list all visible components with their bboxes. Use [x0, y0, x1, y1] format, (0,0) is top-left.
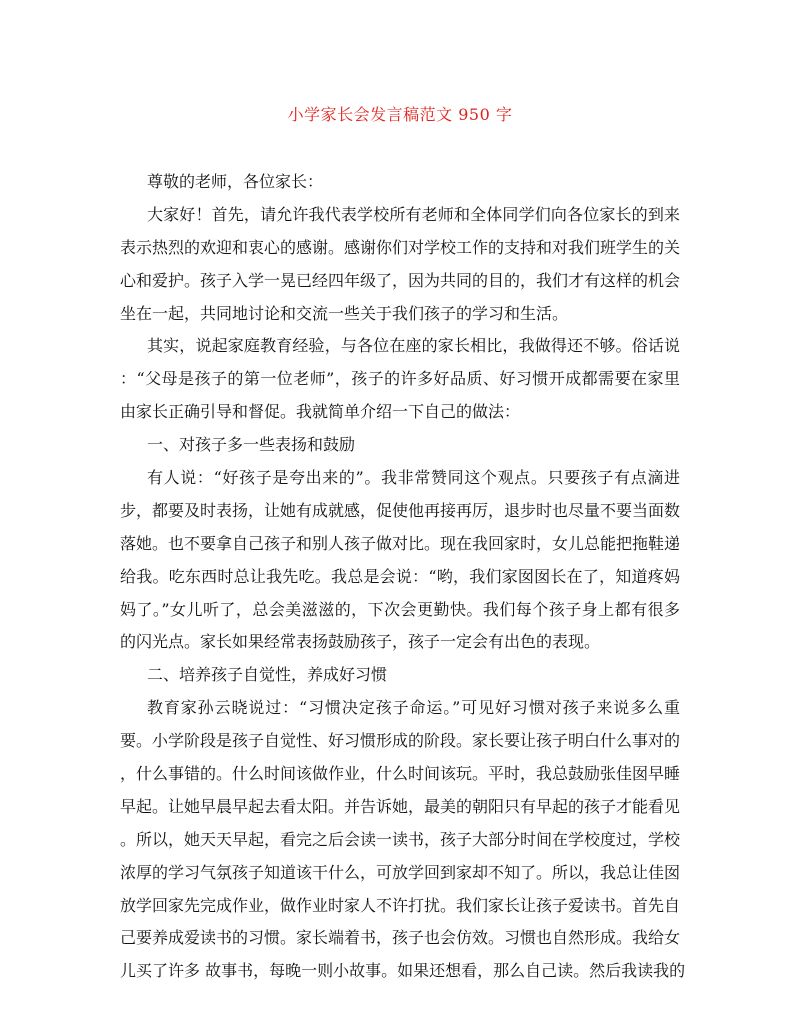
- text-line: 给我。吃东西时总让我先吃。我总是会说：“哟，我们家囡囡长在了，知道疼妈: [120, 566, 680, 586]
- text-line: 心和爱护。孩子入学一晃已经四年级了，因为共同的目的，我们才有这样的机会: [120, 270, 681, 290]
- text-line: 浓厚的学习气氛孩子知道该干什么，可放学回到家却不知了。所以，我总让佳囡: [120, 862, 681, 882]
- text-line: 二、培养孩子自觉性，养成好习惯: [147, 665, 388, 685]
- text-line: 的闪光点。家长如果经常表扬鼓励孩子，孩子一定会有出色的表现。: [120, 632, 601, 652]
- text-line: 。所以，她天天早起，看完之后会读一读书，孩子大部分时间在学校度过，学校: [120, 829, 681, 849]
- text-line: 儿买了许多 故事书，每晚一则小故事。如果还想看，那么自己读。然后我读我的: [120, 961, 686, 981]
- document-body: [120, 166, 686, 988]
- text-line: 尊敬的老师，各位家长：: [147, 172, 324, 191]
- text-line: 要。小学阶段是孩子自觉性、好习惯形成的阶段。家长要让孩子明白什么事对的: [120, 731, 681, 751]
- document-title: 小学家长会发言稿范文 950 字: [287, 105, 513, 124]
- text-line: ，什么事错的。什么时间该做作业，什么时间该玩。平时，我总鼓励张佳囡早睡: [120, 764, 681, 784]
- text-line: ：“父母是孩子的第一位老师”，孩子的许多好品质、好习惯开成都需要在家里: [120, 369, 680, 389]
- text-line: 表示热烈的欢迎和衷心的感谢。感谢你们对学校工作的支持和对我们班学生的关: [120, 237, 681, 257]
- text-line: 步，都要及时表扬，让她有成就感，促使他再接再厉，退步时也尽量不要当面数: [120, 500, 681, 520]
- text-line: 教育家孙云晓说过：“习惯决定孩子命运。”可见好习惯对孩子来说多么重: [147, 698, 680, 718]
- text-line: 放学回家先完成作业，做作业时家人不许打扰。我们家长让孩子爱读书。首先自: [120, 895, 681, 915]
- text-line: 由家长正确引导和督促。我就简单介绍一下自己的做法：: [120, 402, 521, 422]
- text-line: 大家好！首先，请允许我代表学校所有老师和全体同学们向各位家长的到来: [147, 204, 680, 224]
- text-line: 有人说：“好孩子是夸出来的”。我非常赞同这个观点。只要孩子有点滴进: [147, 468, 680, 488]
- text-line: 早起。让她早晨早起去看太阳。并告诉她，最美的朝阳只有早起的孩子才能看见: [120, 796, 681, 816]
- text-line: 其实，说起家庭教育经验，与各位在座的家长相比，我做得还不够。俗话说: [147, 336, 680, 356]
- text-line: 己要养成爱读书的习惯。家长端着书，孩子也会仿效。习惯也自然形成。我给女: [120, 928, 681, 948]
- text-line: 落她。也不要拿自己孩子和别人孩子做对比。现在我回家时，女儿总能把拖鞋递: [120, 533, 681, 553]
- text-line: 一、对孩子多一些表扬和鼓励: [147, 435, 356, 455]
- text-line: 妈了。”女儿听了，总会美滋滋的，下次会更勤快。我们每个孩子身上都有很多: [120, 599, 680, 619]
- text-line: 坐在一起，共同地讨论和交流一些关于我们孩子的学习和生活。: [120, 303, 569, 323]
